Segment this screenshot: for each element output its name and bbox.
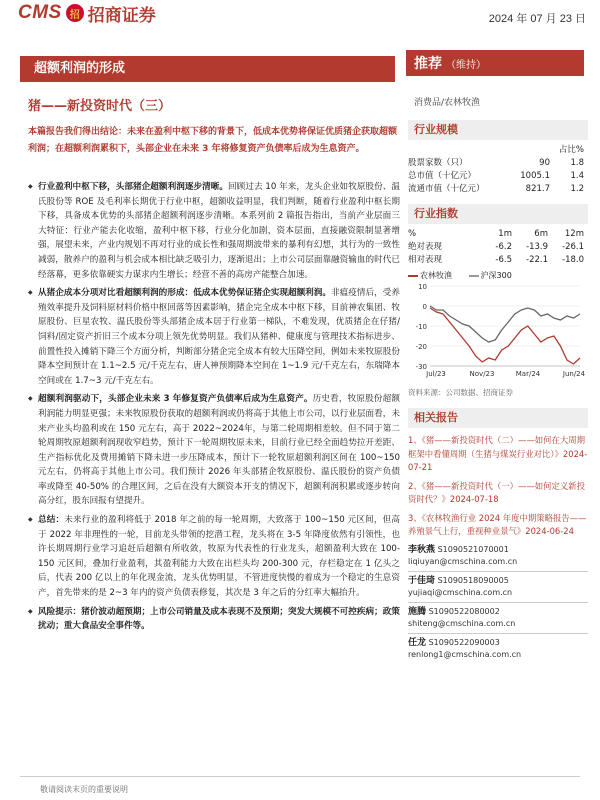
legend-swatch-icon — [408, 275, 418, 277]
cell: -6.5 — [495, 255, 512, 265]
analyst-email[interactable]: liqiuyan@cmschina.com.cn — [408, 556, 518, 566]
row-value: 90 — [539, 158, 550, 168]
industry-scale-heading: 行业规模 — [408, 120, 588, 140]
logo-cn-text: 招商证券 — [87, 5, 156, 26]
bullet-paragraph — [28, 180, 400, 282]
para-lead: 超额利润驱动下，头部企业未来 3 年修复资产负债率后成为生息资产。 — [38, 394, 313, 405]
analyst-cert: S1090518090005 — [437, 575, 509, 585]
col-header: % — [408, 229, 417, 239]
sidebar — [408, 120, 588, 661]
analyst-cert: S1090522080002 — [428, 606, 500, 616]
summary-text: 本篇报告我们得出结论：未来在盈利中枢下移的背景下，低成本优势将保证优质猪企获取超额利润；在超额利润累积下，头部企业在未来 3 年将修复资产负债率后成为生息资产。 — [28, 127, 398, 154]
bullet-paragraph — [28, 392, 400, 509]
bullet-paragraph — [28, 286, 400, 388]
x-tick-label: Jun/24 — [562, 370, 586, 378]
para-text: 非瘟疫情后，受养殖效率提升及饲料原材料价格中枢回落等因素影响，猪企完全成本中枢下移，目前神农集团、牧原股份、巨星农牧、温氏股份等头部猪企成本居于行业第一梯队，不难发现，优质猪企在仔猪/饲料/固定资产折旧三个成本分项上领先优势明显。我们从猪种、健康度与管理技术指标进步、前置性投入摊销下降三个方面分析，判断部分猪企完全成本有较大压降空间，例如未来牧原股份降本空间预计在 1.1~2.5 元/千克左右，唐人神预期降本空间在 1~1.9 元/千克左右，东瑞降本空间或在 1.7~3 元/千克左右。 — [38, 288, 400, 386]
x-tick-label: Jul/23 — [426, 370, 446, 378]
row-name: 总市值（十亿元） — [408, 171, 477, 181]
para-text: 未来行业的盈利将低于 2018 年之前的每一轮周期，大致落于 100~150 元区间，但高于 2022 年非理性的一轮，目前龙头带领的挖潜工程，龙头将在 3-5 年降度依然有引领性，也许长期周期行业学习追赶后超额有所收敛，牧原为代表性的行业龙头，超额盈利大致在 100-150 元区间，叠加行业盈利，其盈利能力大致在出栏头均 200-300 元，存栏稳定在 1 亿头之后，代表 200 亿以上的年化现金流，龙头优势明显，不管进度快慢的着成为一个稳定的生息资产，首先带来的是 2~3 年内的资产负债表修复，其次是 3 年之后的分红率大幅抬升。 — [38, 515, 400, 599]
related-reports-list — [408, 434, 588, 539]
col-header: 6m — [534, 229, 548, 239]
bullet-paragraph — [28, 513, 400, 601]
para-lead: 总结： — [38, 515, 65, 526]
performance-chart — [408, 282, 588, 382]
series-line-1 — [430, 308, 580, 364]
analyst-email[interactable]: renlong1@cmschina.com.cn — [408, 649, 522, 659]
row-value: 1005.1 — [520, 171, 550, 181]
row-name: 相对表现 — [408, 255, 443, 265]
unit-header: 占比% — [558, 145, 584, 155]
y-tick-label: -20 — [415, 343, 427, 351]
para-text: 历史看，牧原股份超额利润能力明显更强；未来牧原股份获取的超额利润或仍将高于其他上市公司，以行业层面看，未来产业头均盈利或在 150 元左右，高于 2022~2024年，与第二轮周期相差较。但不同于第二轮周期牧原超额利润现收窄趋势，预计下一轮周期牧原未来，目前行业已经全面趋势拉开差距、生产指标优化及费用摊销下降未进一步压降成本，预计下一轮牧原超额利润区间在 100~150 元左右，仍将高于其他上市公司。我们预计 2026 年头部猪企牧原股份、温氏股份的资产负债率或降至 40-50% 的合理区间，之后在没有大额资本开支的情况下，超额利润积累或逐步转向高分红，股东回报有望提升。 — [38, 394, 400, 507]
row-name: 绝对表现 — [408, 242, 443, 252]
rating-main: 推荐 — [414, 56, 442, 72]
analyst-email[interactable]: yujiaqi@cmschina.com.cn — [408, 587, 513, 597]
analyst-name: 施腾 — [408, 606, 427, 617]
logo-cms-text: CMS — [18, 2, 62, 23]
table-row — [408, 157, 588, 170]
chart-source: 资料来源：公司数据、招商证券 — [408, 388, 513, 397]
legend-swatch-icon — [469, 275, 479, 277]
cell: -6.2 — [495, 242, 512, 252]
legend-label: 沪深300 — [480, 271, 512, 280]
para-lead: 从猪企成本分项对比看超额利润的形成：低成本优势保证猪企实现超额利润。 — [38, 288, 332, 299]
row-value: 821.7 — [525, 184, 550, 194]
sector-label: 消费品/农林牧渔 — [414, 98, 481, 108]
related-report-link[interactable]: 2、《猪——新投资时代（一）——如何定义新投资时代？》2024-07-18 — [408, 480, 586, 504]
legend-label: 农林牧渔 — [420, 271, 452, 280]
series-line-2 — [430, 306, 580, 342]
bullet-paragraph — [28, 605, 400, 634]
table-row — [408, 170, 588, 183]
y-tick-label: 10 — [418, 283, 427, 291]
cell: -18.0 — [562, 255, 584, 265]
analyst-name: 于佳琦 — [408, 575, 436, 586]
analyst-block — [408, 544, 588, 572]
analyst-name: 任龙 — [408, 637, 427, 648]
table-header-row — [408, 228, 588, 241]
col-header: 12m — [564, 229, 584, 239]
rating-bar — [406, 50, 584, 76]
row-pct: 1.8 — [570, 158, 584, 168]
industry-index-heading: 行业指数 — [408, 204, 588, 224]
analyst-block — [408, 606, 588, 634]
related-report-link[interactable]: 1、《猪——新投资时代（二）——如何在大周期框架中看懂周期（生猪与煤炭行业对比）》2024-07-21 — [408, 435, 588, 472]
x-tick-label: Nov/23 — [469, 370, 495, 378]
analyst-name: 李秋燕 — [408, 544, 436, 555]
report-date: 2024 年 07 月 23 日 — [488, 13, 586, 25]
table-row — [408, 241, 588, 254]
body-column — [28, 180, 400, 638]
analyst-email[interactable]: shiteng@cmschina.com.cn — [408, 618, 516, 628]
brand-logo — [18, 2, 156, 24]
industry-scale-table — [408, 144, 588, 196]
report-title: 猪——新投资时代（三） — [28, 99, 172, 114]
section-title-bar: 超额利润的形成 — [20, 56, 395, 82]
x-tick-label: Mar/24 — [515, 370, 541, 378]
industry-index-table — [408, 228, 588, 267]
analyst-list — [408, 544, 588, 661]
row-pct: 1.2 — [570, 184, 584, 194]
col-header: 1m — [498, 229, 512, 239]
table-row — [408, 254, 588, 267]
para-lead: 风险提示： — [38, 606, 82, 617]
related-reports-heading: 相关报告 — [408, 408, 588, 428]
row-name: 股票家数（只） — [408, 158, 468, 168]
row-name: 流通市值（十亿元） — [408, 184, 485, 194]
cell: -26.1 — [562, 242, 584, 252]
analyst-block — [408, 637, 588, 661]
footer-note: 敬请阅读末页的重要说明 — [40, 785, 128, 794]
para-text: 回顾过去 10 年来，龙头企业如牧原股份、温氏股份等 ROE 及毛利率长期优于行业中枢，超额收益明显，我们判断，随着行业盈利中枢长期下移，具备成本优势的头部猪企超额利润逐步清晰。本系列前 2 篇报告指出，当前产业层面三大特征：行业产能去化收缩，盈利中枢下移，行业分化加剧，资本层面，直接融资限制显著增强，展望未来，产业内规划不再对行业的成长性和强周期波带来的暴利有幻想，其行为的一致性减弱，散养户的盈利与机会成本相比缺乏吸引力，逐渐退出；上市公司层面靠融资输血的时代已经落幕，更多依靠硬实力谋求内生增长；经营不善的高房产能整合加速。 — [38, 182, 400, 280]
para-lead: 行业盈利中枢下移，头部猪企超额利润逐步清晰。 — [38, 182, 229, 192]
cell: -22.1 — [526, 255, 548, 265]
related-report-link[interactable]: 3、《农林牧渔行业 2024 年度中期策略报告——养殖景气上行，重视种业景气》2024-06-24 — [408, 512, 587, 536]
analyst-cert: S1090521070001 — [437, 544, 509, 554]
y-tick-label: -30 — [415, 363, 427, 371]
table-row — [408, 183, 588, 196]
logo-badge-icon: 招 — [66, 4, 84, 22]
y-tick-label: 0 — [422, 303, 427, 311]
rating-sub: （维持） — [446, 60, 486, 71]
analyst-block — [408, 575, 588, 603]
analyst-cert: S1090522090003 — [428, 637, 500, 647]
footer-divider — [20, 776, 580, 777]
table-header-row — [408, 144, 588, 157]
cell: -13.9 — [526, 242, 548, 252]
para-text: 猪价波动超预期；上市公司销量及成本表现不及预期；突发大规模不可控疾病；政策扰动；重大食品安全事件等。 — [38, 606, 400, 632]
row-pct: 1.4 — [570, 171, 584, 181]
y-tick-label: -10 — [415, 323, 427, 331]
chart-legend — [408, 270, 588, 282]
